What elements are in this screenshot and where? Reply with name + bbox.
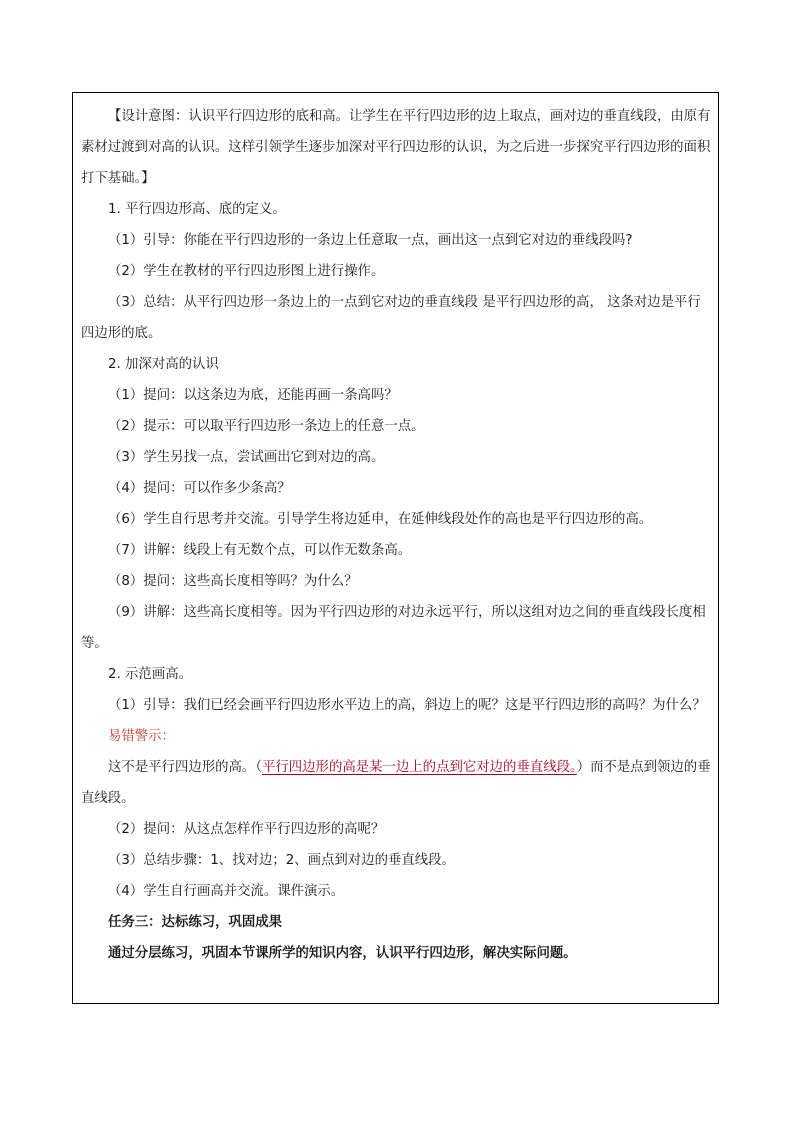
task-text: 通过分层练习，巩固本节课所学的知识内容，认识平行四边形，解决实际问题。 <box>108 946 577 961</box>
section-item: （3）学生另找一点，尝试画出它到对边的高。 <box>108 450 385 465</box>
warning-after: ）而不是点到领边的垂直线段。 <box>81 760 711 806</box>
section-heading: 2. 示范画高。 <box>108 667 192 682</box>
section-item: （7）讲解：线段上有无数个点，可以作无数条高。 <box>108 543 412 558</box>
design-intent <box>81 101 712 194</box>
intent-open-bracket: 【 <box>108 109 122 124</box>
section-item: （4）学生自行画高并交流。课件演示。 <box>108 884 345 899</box>
section-item: （1）引导：我们已经会画平行四边形水平边上的高，斜边上的呢？这是平行四边形的高吗？为什么？ <box>108 698 706 713</box>
section-item: （8）提问：这些高长度相等吗？为什么？ <box>108 574 358 589</box>
warning-text <box>81 752 712 814</box>
section-item: （6）学生自行思考并交流。引导学生将边延申，在延伸线段处作的高也是平行四边形的高。 <box>108 512 653 527</box>
warning-label: 易错警示： <box>108 729 175 744</box>
section-item: （2）学生在教材的平行四边形图上进行操作。 <box>108 264 385 279</box>
lesson-table <box>72 92 719 1004</box>
warning-highlight: 平行四边形的高是某一边上的点到它对边的垂直线段。 <box>262 760 577 775</box>
lesson-content <box>81 101 712 969</box>
intent-close-bracket: 】 <box>141 171 155 186</box>
section-item: （1）提问：以这条边为底，还能再画一条高吗？ <box>108 388 398 403</box>
section-item: （2）提示：可以取平行四边形一条边上的任意一点。 <box>108 419 425 434</box>
task-title: 任务三：达标练习，巩固成果 <box>108 915 283 930</box>
warning-before: 这不是平行四边形的高。（ <box>108 760 262 775</box>
section-heading: 1. 平行四边形高、底的定义。 <box>108 202 286 217</box>
section-item: （4）提问：可以作多少条高？ <box>108 481 291 496</box>
section-item: （9）讲解：这些高长度相等。因为平行四边形的对边永远平行，所以这组对边之间的垂直线段长度相等。 <box>81 605 706 651</box>
section-item: （3）总结：从平行四边形一条边上的一点到它对边的垂直线段 是平行四边形的高， 这条对边是平行四边形的底。 <box>81 295 701 341</box>
intent-text: ：认识平行四边形的底和高。让学生在平行四边形的边上取点，画对边的垂直线段，由原有素材过渡到对高的认识。这样引领学生逐步加深对平行四边形的认识，为之后进一步探究平行四边形的面积打下基础。 <box>81 109 711 186</box>
intent-label: 设计意图 <box>121 109 175 124</box>
section-item: （3）总结步骤：1、找对边；2、画点到对边的垂直线段。 <box>108 853 455 868</box>
section-heading: 2. 加深对高的认识 <box>108 357 219 372</box>
section-item: （2）提问：从这点怎样作平行四边形的高呢？ <box>108 822 385 837</box>
section-item: （1）引导：你能在平行四边形的一条边上任意取一点，画出这一点到它对边的垂线段吗? <box>108 233 633 248</box>
